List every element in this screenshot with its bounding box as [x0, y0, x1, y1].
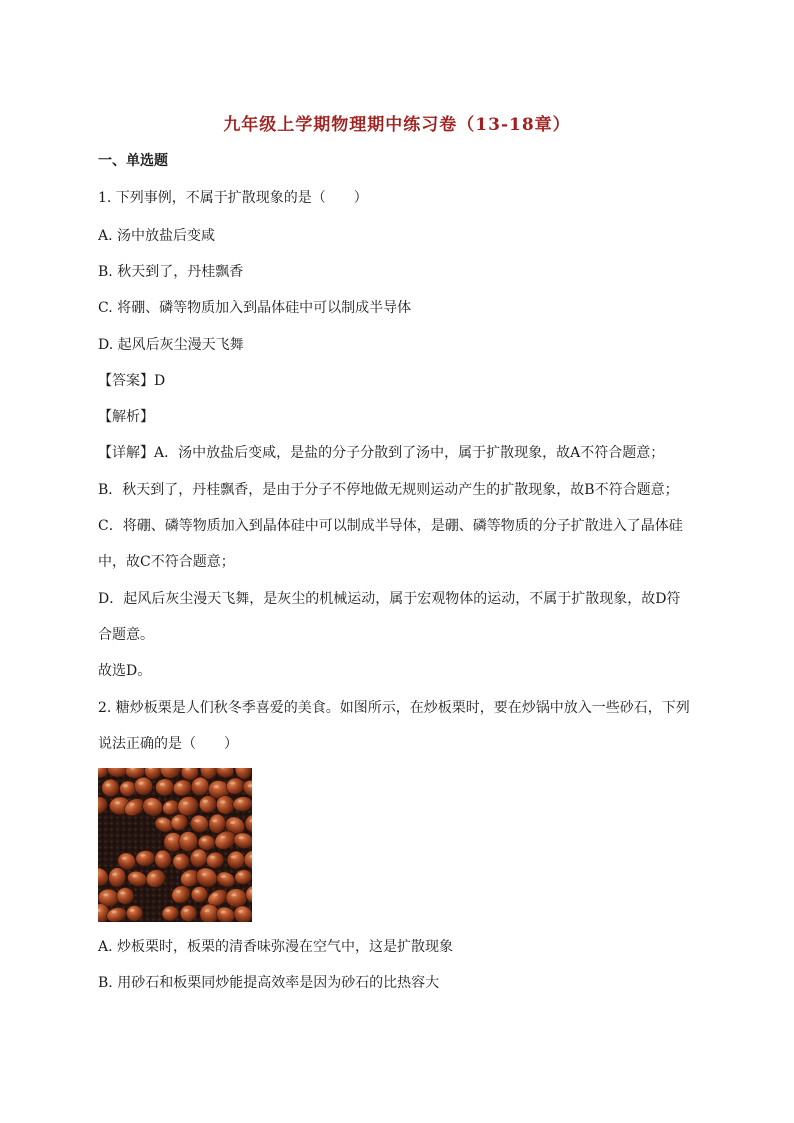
chestnuts-photo — [98, 768, 252, 922]
chestnut-highlight — [103, 893, 108, 896]
chestnut-highlight — [115, 801, 120, 804]
question-2-option-a: A. 炒板栗时，板栗的清香味弥漫在空气中，这是扩散现象 — [98, 939, 454, 955]
chestnut-highlight — [195, 782, 200, 785]
chestnut-highlight — [194, 819, 199, 822]
section-heading: 一、单选题 — [98, 153, 168, 169]
analysis-line: C．将硼、磷等物质加入到晶体硅中可以制成半导体，是硼、磷等物质的分子扩散进入了晶体硅 — [98, 518, 683, 534]
chestnut-highlight — [239, 836, 244, 839]
chestnut-highlight — [159, 820, 164, 823]
chestnut-shape — [198, 835, 216, 851]
chestnut-highlight — [238, 800, 243, 803]
chestnut-highlight — [168, 838, 173, 841]
chestnut-highlight — [202, 838, 207, 841]
chestnut-highlight — [166, 803, 171, 806]
chestnut-highlight — [176, 890, 181, 893]
chestnut-highlight — [132, 874, 137, 877]
chestnut-highlight — [203, 800, 208, 803]
chestnut-highlight — [185, 874, 190, 877]
page-title: 九年级上学期物理期中练习卷（13-18章） — [223, 115, 571, 135]
analysis-line: 【详解】A．汤中放盐后变咸，是盐的分子分散到了汤中，属于扩散现象，故A不符合题意； — [98, 445, 665, 461]
analysis-line: 合题意。 — [98, 627, 154, 643]
chestnut-highlight — [112, 910, 117, 913]
chestnut-highlight — [120, 891, 125, 894]
chestnut-highlight — [158, 855, 163, 858]
question-2-stem-continued: 说法正确的是（ ） — [98, 736, 238, 752]
chestnut-highlight — [183, 837, 188, 840]
chestnut-highlight — [238, 910, 243, 913]
chestnut-highlight — [194, 854, 199, 857]
chestnut-highlight — [183, 802, 188, 805]
chestnut-highlight — [231, 856, 236, 859]
chestnut-highlight — [195, 890, 200, 893]
chestnut-highlight — [174, 818, 179, 821]
chestnut-highlight — [184, 909, 189, 912]
chestnut-highlight — [202, 873, 207, 876]
chestnut-highlight — [165, 909, 170, 912]
question-1-option-a: A. 汤中放盐后变咸 — [98, 228, 216, 244]
question-1-stem: 1. 下列事例，不属于扩散现象的是（ ） — [98, 190, 368, 206]
chestnut-highlight — [212, 819, 217, 822]
chestnut-highlight — [151, 874, 156, 877]
question-2-option-b: B. 用砂石和板栗同炒能提高效率是因为砂石的比热容大 — [98, 975, 440, 991]
chestnut-highlight — [220, 800, 225, 803]
analysis-conclusion: 故选D。 — [98, 663, 152, 679]
analysis-line: 中，故C不符合题意； — [98, 554, 235, 570]
question-2-stem: 2. 糖炒板栗是人们秋冬季喜爱的美食。如图所示，在炒板栗时，要在炒锅中放入一些砂石，下列 — [98, 700, 690, 716]
chestnut-shape — [126, 906, 142, 922]
chestnut-highlight — [214, 785, 219, 788]
chestnut-highlight — [138, 782, 143, 785]
chestnut-highlight — [231, 894, 236, 897]
question-1-option-c: C. 将硼、磷等物质加入到晶体硅中可以制成半导体 — [98, 300, 412, 316]
chestnut-highlight — [230, 782, 235, 785]
chestnut-highlight — [130, 803, 135, 806]
analysis-label: 【解析】 — [98, 409, 154, 425]
chestnut-highlight — [122, 857, 127, 860]
chestnut-highlight — [220, 836, 225, 839]
chestnut-highlight — [177, 783, 182, 786]
question-1-option-d: D. 起风后灰尘漫天飞舞 — [98, 337, 244, 353]
chestnut-highlight — [213, 893, 218, 896]
chestnut-highlight — [140, 854, 145, 857]
answer-label: 【答案】D — [98, 373, 166, 389]
chestnut-highlight — [130, 909, 135, 912]
chestnut-highlight — [123, 784, 128, 787]
chestnut-highlight — [220, 911, 225, 914]
chestnut-highlight — [148, 802, 153, 805]
chestnut-highlight — [204, 909, 209, 912]
chestnut-highlight — [221, 875, 226, 878]
chestnut-highlight — [160, 783, 165, 786]
chestnut-highlight — [176, 857, 181, 860]
chestnut-highlight — [230, 821, 235, 824]
chestnut-highlight — [210, 856, 215, 859]
chestnut-highlight — [112, 873, 117, 876]
question-1-option-b: B. 秋天到了，丹桂飘香 — [98, 264, 244, 280]
analysis-line: B．秋天到了，丹桂飘香，是由于分子不停地做无规则运动产生的扩散现象，故B不符合题意； — [98, 482, 679, 498]
analysis-line: D．起风后灰尘漫天飞舞，是灰尘的机械运动，属于宏观物体的运动，不属于扩散现象，故D符 — [98, 591, 681, 607]
chestnut-highlight — [238, 873, 243, 876]
chestnut-highlight — [106, 783, 111, 786]
